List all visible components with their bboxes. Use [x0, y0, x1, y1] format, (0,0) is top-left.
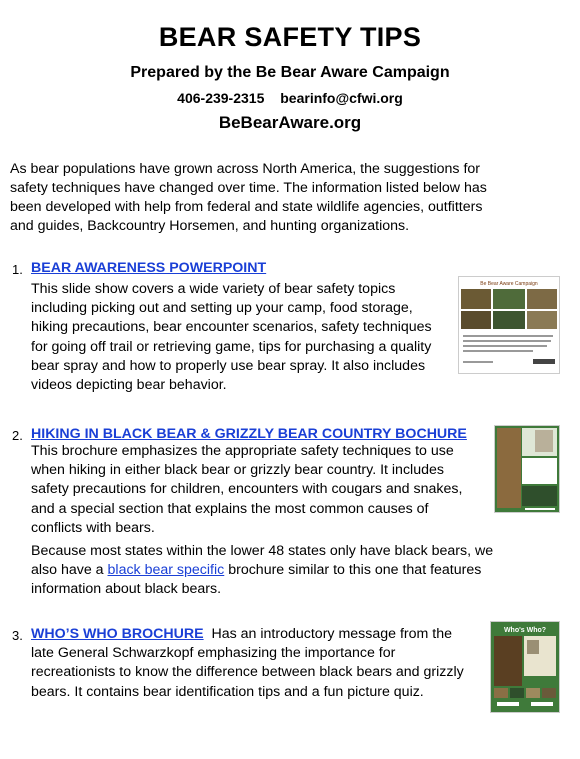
- item-body-2: This brochure emphasizes the appropriate safety techniques to use when hiking in either black bear or grizzly bear country. It includes safety precautions for children, encounters with cougars and snakes, and a special section that explains the most common causes of conflicts with bears.: [31, 443, 463, 536]
- whos-who-brochure-thumbnail[interactable]: [490, 621, 560, 713]
- contact-line: [0, 90, 580, 106]
- thumbnail-title: Who's Who?: [503, 627, 547, 634]
- extra-text-before: Because most states within the lower 48 states only have black bears, we also have a: [31, 543, 494, 579]
- hiking-brochure-link[interactable]: HIKING IN BLACK BEAR & GRIZZLY BEAR COUNTRY BOCHURE: [31, 426, 467, 442]
- thumbnail-title: Be Bear Aware Campaign: [480, 281, 538, 287]
- powerpoint-slide-thumbnail[interactable]: [458, 276, 560, 374]
- item-number-1: 1.: [12, 262, 23, 277]
- email-address[interactable]: bearinfo@cfwi.org: [280, 90, 403, 106]
- extra-text-after: brochure similar to this one that features information about black bears.: [31, 562, 482, 598]
- item-number-3: 3.: [12, 628, 23, 643]
- website-link[interactable]: BeBearAware.org: [218, 113, 362, 132]
- item-body-3-text: Has an introductory message from the late General Schwarzkopf emphasizing the importance for recreationists to know the difference between black bears and grizzly bears. It contains bear identification tips and a fun picture quiz.: [31, 626, 464, 700]
- item-body-3: [31, 625, 471, 702]
- intro-paragraph: As bear populations have grown across North America, the suggestions for safety techniques have changed over time. The information listed below has been developed with help from federal and state wildlife agencies, outfitters and guides, Backcountry Horsemen, and hunting organizations.: [10, 161, 487, 234]
- hiking-brochure-thumbnail[interactable]: [494, 425, 560, 513]
- black-bear-brochure-link[interactable]: black bear specific: [107, 562, 225, 579]
- page-title: BEAR SAFETY TIPS: [158, 22, 422, 52]
- page-subtitle: Prepared by the Be Bear Aware Campaign: [130, 64, 450, 81]
- powerpoint-link[interactable]: BEAR AWARENESS POWERPOINT: [31, 260, 267, 276]
- whos-who-brochure-link[interactable]: WHO’S WHO BROCHURE: [31, 626, 204, 642]
- item-body-1: This slide show covers a wide variety of bear safety topics including picking out and setting up your camp, food storage, hiking precautions, bear encounter scenarios, safety techniques for going off trail or retrieving game, tips for purchasing a quality bear spray and how to properly use bear spray. It also includes videos depicting bear behavior.: [31, 281, 432, 394]
- phone-number: 406-239-2315: [177, 90, 265, 106]
- item-extra-2: [31, 542, 511, 600]
- item-number-2: 2.: [12, 428, 23, 443]
